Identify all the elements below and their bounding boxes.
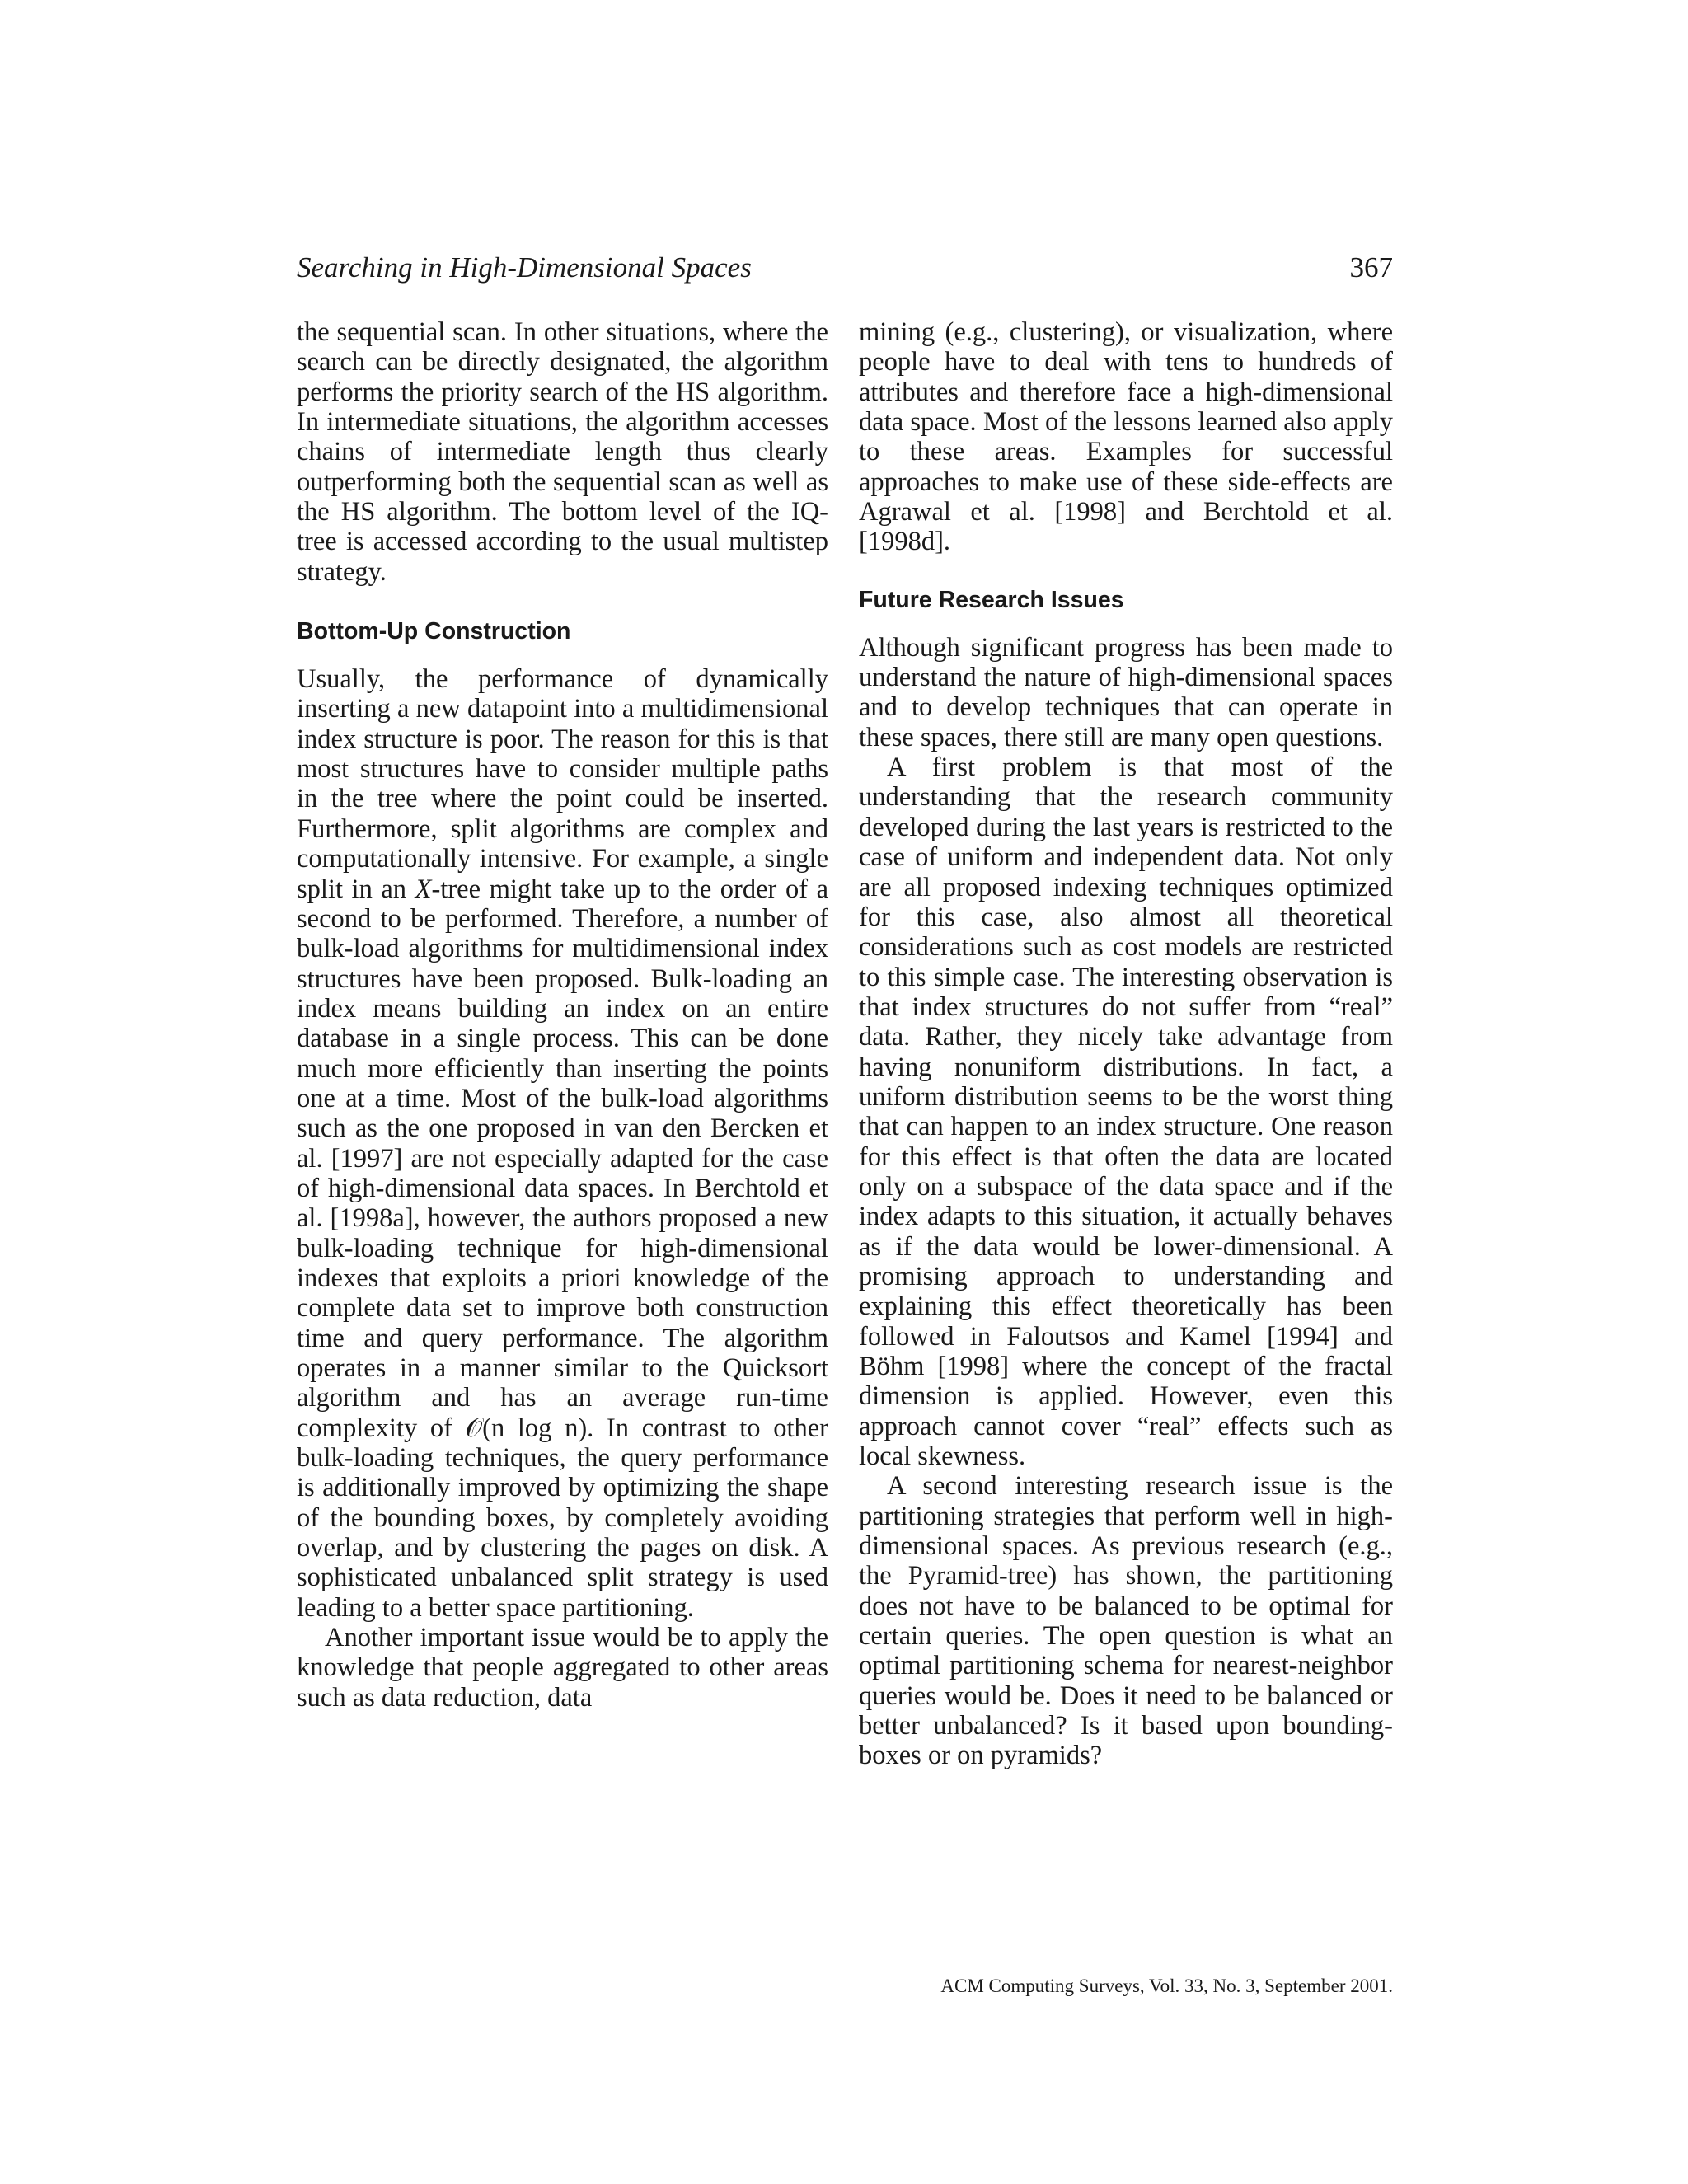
running-title: Searching in High-Dimensional Spaces [297,251,752,284]
page-number: 367 [1349,251,1393,284]
bulk-text-part-3: . In contrast to other bulk-loading techniques, the query performance is additionally improved by optimizing the shape of the bounding boxes, by completely avoiding overlap, and by clustering the pages on disk. A sophisticated unbalanced split strategy is used leading to a better space partitioning. [297,1413,829,1623]
section-heading-future-research: Future Research Issues [859,586,1124,613]
right-column [859,317,1393,1771]
bulk-text-part-1: Usually, the performance of dynamically inserting a new datapoint into a multidimensional index structure is poor. The reason for this is that most structures have to consider multiple paths in the tree where the point could be inserted. Furthermore, split algorithms are complex and computationally intensive. For example, a single split in an [297,664,828,904]
paragraph-first-problem: A first problem is that most of the understanding that the research community developed during the last years is restricted to the case of uniform and independent data. Not only are all proposed indexing techniques optimized for this case, also almost all theoretical considerations such as cost models are restricted to this simple case. The interesting observation is that index structures do not suffer from “real” data. Rather, they nicely take advantage from having nonuniform distributions. In fact, a uniform distribution seems to be the worst thing that can happen to an index structure. One reason for this effect is that often the data are located only on a subspace of the data space and if the index adapts to this situation, it actually behaves as if the data would be lower-dimensional. A promising approach to understanding and explaining this effect theoretically has been followed in Faloutsos and Kamel [1994] and Böhm [1998] where the concept of the fractal dimension is applied. However, even this approach cannot cover “real” effects such as local skewness. [859,752,1393,1472]
paragraph-bulk-loading [297,664,828,1623]
paragraph-data-mining-continued: mining (e.g., clustering), or visualization, where people have to deal with tens to hundreds of attributes and therefore face a high-dimensional data space. Most of the lessons learned also apply to these areas. Examples for successful approaches to make use of these side-effects are Agrawal et al. [1998] and Berchtold et al. [1998d]. [859,317,1393,557]
paragraph-second-issue: A second interesting research issue is the partitioning strategies that perform well in high-dimensional spaces. As previous research (e.g., the Pyramid-tree) has shown, the partitioning does not have to be balanced to be optimal for certain queries. The open question is what an optimal partitioning schema for nearest-neighbor queries would be. Does it need to be balanced or better unbalanced? Is it based upon bounding-boxes or on pyramids? [859,1471,1393,1771]
x-tree-symbol: X [415,874,432,904]
paragraph-another-issue: Another important issue would be to apply the knowledge that people aggregated to other areas such as data reduction, data [297,1623,828,1713]
left-column [297,317,828,1713]
complexity-formula: 𝒪(n log n) [465,1413,588,1443]
paragraph-iq-tree-continued: the sequential scan. In other situations, where the search can be directly designated, the algorithm performs the priority search of the HS algorithm. In intermediate situations, the algorithm accesses chains of intermediate length thus clearly outperforming both the sequential scan as well as the HS algorithm. The bottom level of the IQ-tree is accessed according to the usual multistep strategy. [297,317,828,587]
section-heading-bottom-up-construction: Bottom-Up Construction [297,618,571,645]
bulk-text-part-2: -tree might take up to the order of a second to be performed. Therefore, a number of bulk-load algorithms for multidimensional index structures have been proposed. Bulk-loading an index means building an index on an entire database in a single process. This can be done much more efficiently than inserting the points one at a time. Most of the bulk-load algorithms such as the one proposed in van den Bercken et al. [1997] are not especially adapted for the case of high-dimensional data spaces. In Berchtold et al. [1998a], however, the authors proposed a new bulk-loading technique for high-dimensional indexes that exploits a priori knowledge of the complete data set to improve both construction time and query performance. The algorithm operates in a manner similar to the Quicksort algorithm and has an average run-time complexity of [297,874,828,1443]
running-header [297,247,1393,288]
journal-citation-footer: ACM Computing Surveys, Vol. 33, No. 3, September 2001. [940,1975,1393,1996]
paragraph-progress: Although significant progress has been made to understand the nature of high-dimensional spaces and to develop techniques that can operate in these spaces, there still are many open questions. [859,632,1393,752]
